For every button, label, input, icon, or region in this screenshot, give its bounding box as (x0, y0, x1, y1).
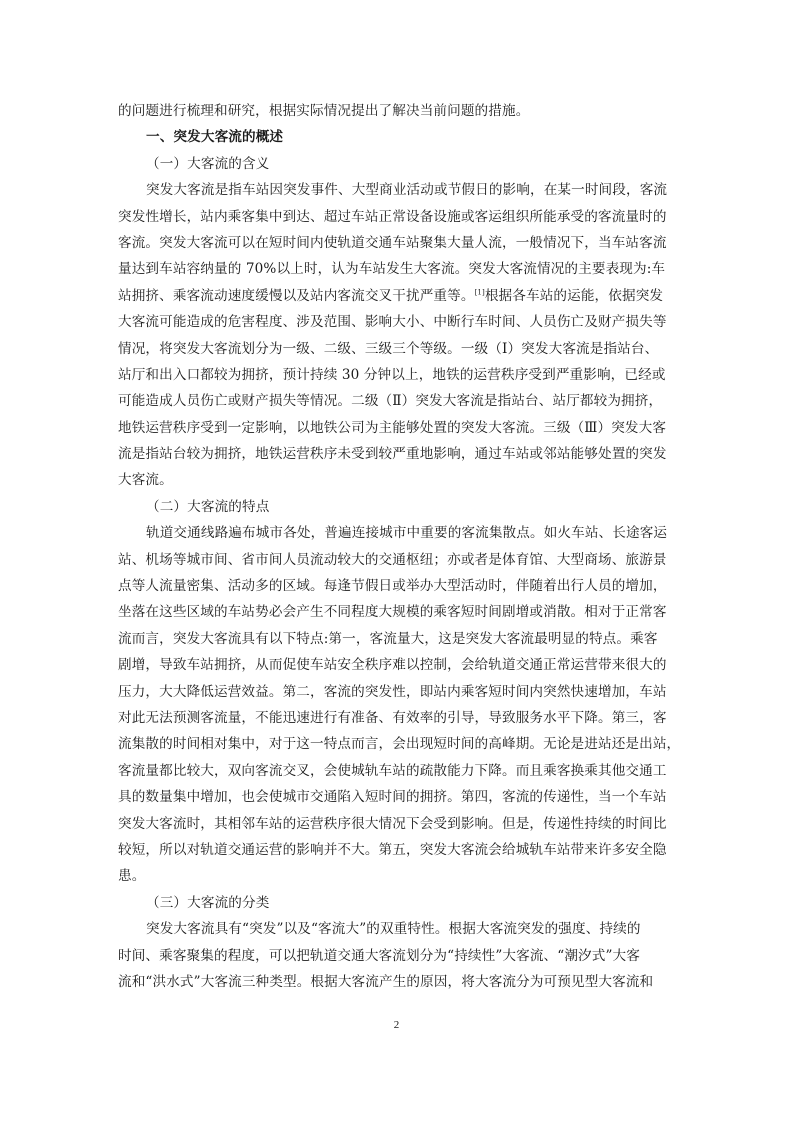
subsection-heading (118, 890, 678, 916)
text-line (118, 679, 678, 705)
text-line (118, 547, 678, 573)
line-text: 量达到车站容纳量的 70%以上时，认为车站发生大客流。突发大客流情况的主要表现为:车 (118, 261, 666, 278)
text-line (118, 256, 678, 282)
text-line (118, 916, 678, 942)
line-text: 站、机场等城市间、省市间人员流动较大的交通枢纽；亦或者是体育馆、大型商场、旅游景 (118, 551, 667, 568)
text-line (118, 599, 678, 625)
line-text: 较短，所以对轨道交通运营的影响并不大。第五，突发大客流会给城轨车站带来许多安全隐 (118, 841, 667, 858)
citation-superscript: [1] (474, 288, 485, 297)
line-text: 时间、乘客聚集的程度，可以把轨道交通大客流划分为“持续性”大客流、“潮汐式”大客 (118, 947, 640, 964)
line-text: 剧增，导致车站拥挤，从而促使车站安全秩序难以控制，会给轨道交通正常运营带来很大的 (118, 657, 667, 674)
line-text-continued: 根据各车站的运能，依据突发 (484, 287, 664, 304)
text-line (118, 441, 678, 467)
body-text (118, 98, 681, 995)
text-line (118, 705, 678, 731)
line-text: 突发大客流具有“突发”以及“客流大”的双重特性。根据大客流突发的强度、持续的 (146, 921, 641, 938)
text-line (118, 309, 678, 335)
line-text: 流是指站台较为拥挤，地铁运营秩序未受到较严重地影响，通过车站或邻站能够处置的突发 (118, 446, 667, 463)
line-text: 流和“洪水式”大客流三种类型。根据大客流产生的原因，将大客流分为可预见型大客流和 (118, 973, 654, 990)
line-text: 流而言，突发大客流具有以下特点:第一，客流量大，这是突发大客流最明显的特点。乘客 (118, 630, 658, 647)
text-line (118, 573, 678, 599)
subsection-heading (118, 151, 678, 177)
text-line (118, 626, 678, 652)
line-text: 流集散的时间相对集中，对于这一特点而言，会出现短时间的高峰期。无论是进站还是出站， (118, 736, 681, 753)
line-text: 地铁运营秩序受到一定影响，以地铁公司为主能够处置的突发大客流。三级（Ⅲ）突发大客 (118, 419, 667, 436)
text-line (118, 943, 678, 969)
subsection-heading (118, 494, 678, 520)
line-text: （二）大客流的特点 (146, 498, 270, 515)
line-text: 突发大客流是指车站因突发事件、大型商业活动或节假日的影响，在某一时间段，客流 (146, 182, 668, 199)
text-line (118, 336, 678, 362)
line-text: 站拥挤、乘客流动速度缓慢以及站内客流交叉干扰严重等。 (118, 287, 475, 304)
text-line (118, 652, 678, 678)
text-line (118, 98, 678, 124)
text-line (118, 362, 678, 388)
text-line (118, 230, 678, 256)
line-text: 坐落在这些区域的车站势必会产生不同程度大规模的乘客短时间剧增或消散。相对于正常客 (118, 604, 667, 621)
line-text: 客流。突发大客流可以在短时间内使轨道交通车站聚集大量人流，一般情况下，当车站客流 (118, 234, 667, 251)
text-line (118, 837, 678, 863)
text-line (118, 177, 678, 203)
line-text: 站厅和出入口都较为拥挤，预计持续 30 分钟以上，地铁的运营秩序受到严重影响，已经或 (118, 366, 666, 383)
text-line (118, 784, 678, 810)
line-text: 的问题进行梳理和研究，根据实际情况提出了解决当前问题的措施。 (118, 103, 530, 119)
line-text: 一、突发大客流的概述 (146, 129, 284, 146)
text-line (118, 388, 678, 414)
line-text: 压力，大大降低运营效益。第二，客流的突发性，即站内乘客短时间内突然快速增加，车站 (118, 683, 667, 700)
line-text: 具的数量集中增加，也会使城市交通陷入短时间的拥挤。第四，客流的传递性，当一个车站 (118, 789, 667, 806)
line-text: 患。 (118, 868, 146, 885)
line-text: 点等人流量密集、活动多的区域。每逢节假日或举办大型活动时，伴随着出行人员的增加， (118, 578, 667, 595)
line-text: 对此无法预测客流量，不能迅速进行有准备、有效率的引导，导致服务水平下降。第三，客 (118, 709, 667, 726)
section-heading (118, 124, 678, 150)
text-line (118, 467, 678, 493)
line-text: 突发性增长，站内乘客集中到达、超过车站正常设备设施或客运组织所能承受的客流量时的 (118, 208, 667, 225)
line-text: （一）大客流的含义 (146, 155, 270, 172)
text-line (118, 969, 678, 995)
text-line (118, 811, 678, 837)
line-text: 客流量都比较大，双向客流交叉，会使城轨车站的疏散能力下降。而且乘客换乘其他交通工 (118, 762, 667, 779)
text-line (118, 863, 678, 889)
line-text: 突发大客流时，其相邻车站的运营秩序很大情况下会受到影响。但是，传递性持续的时间比 (118, 815, 667, 832)
page-number: 2 (393, 1019, 400, 1031)
text-line (118, 204, 678, 230)
line-text: （三）大客流的分类 (146, 894, 270, 911)
line-text: 可能造成人员伤亡或财产损失等情况。二级（Ⅱ）突发大客流是指站台、站厅都较为拥挤， (118, 393, 663, 410)
line-text: 情况，将突发大客流划分为一级、二级、三级三个等级。一级（Ⅰ）突发大客流是指站台、 (118, 340, 659, 357)
text-line (118, 415, 678, 441)
text-line (118, 758, 678, 784)
text-line (118, 731, 681, 757)
text-line (118, 520, 678, 546)
text-line (118, 283, 678, 309)
line-text: 大客流。 (118, 472, 173, 489)
line-text: 轨道交通线路遍布城市各处，普遍连接城市中重要的客流集散点。如火车站、长途客运 (146, 525, 668, 542)
line-text: 大客流可能造成的危害程度、涉及范围、影响大小、中断行车时间、人员伤亡及财产损失等 (118, 314, 667, 331)
